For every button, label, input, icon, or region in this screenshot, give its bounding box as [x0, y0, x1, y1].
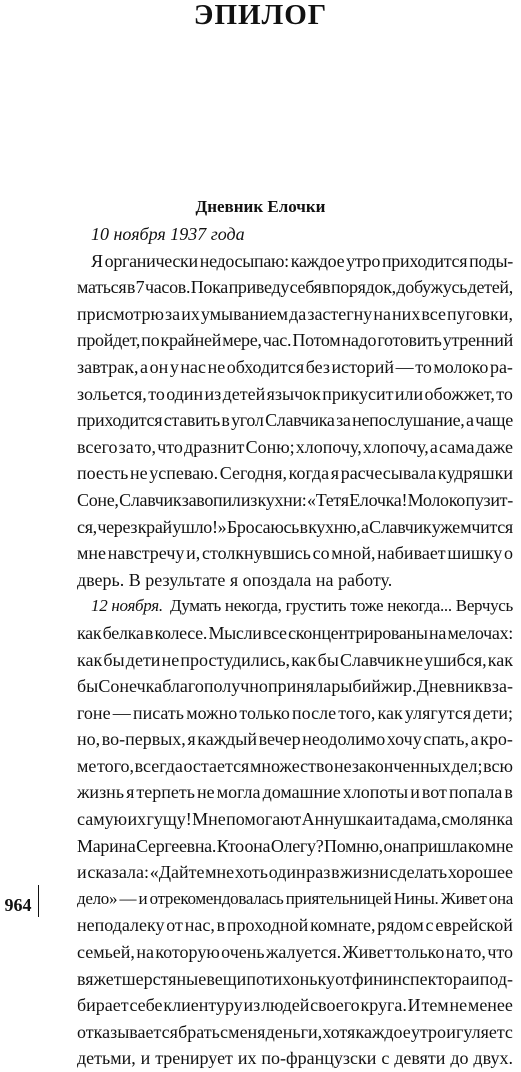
text-line: самую их гущу! Мне помогают Аннушка и та дама, смолянка: [77, 809, 513, 830]
text-line: приходится ставить в угол Славчика за непослушание, а чаще: [77, 410, 513, 431]
text-line: мне навстречу и, столкнувшись со мной, набивает шишку о: [77, 543, 513, 564]
text-line: Я органически недосыпаю: каждое утро приходится поды-: [91, 250, 513, 271]
page-number-rule: [38, 885, 39, 917]
text-line: всего за то, что дразнит Соню; хлопочу, хлопочу, а сама даже: [77, 436, 513, 457]
text-line: пройдет, по крайней мере, час. Потом надо готовить утренний: [77, 330, 513, 351]
text-line: ся, через край ушло!» Бросаюсь в кухню, а Славчик уже мчится: [77, 516, 513, 537]
text-line: присмотрю за их умыванием да застегну на них все пуговки,: [77, 303, 513, 324]
text-fragment: Думать некогда, грустить тоже некогда... Верчусь: [169, 596, 513, 616]
text-line: семьей, на которую очень жалуется. Живет только на то, что: [77, 942, 513, 963]
text-line: и сказала: «Дайте мне хоть один раз в жизни сделать хорошее: [77, 862, 513, 883]
text-line: бирает себе клиентуру из людей своего круга. И тем не менее: [77, 995, 513, 1016]
text-line: детьми, и тренирует их по-французски с девяти до двух.: [77, 1048, 513, 1069]
chapter-title: ЭПИЛОГ: [193, 0, 328, 31]
entry-date: 10 ноября 1937 года: [91, 224, 245, 244]
text-line: жизнь я терпеть не могла домашние хлопоты и вот попала в: [77, 782, 513, 803]
text-line: вяжет шерстяные вещи потихоньку от фининспектора и под-: [77, 968, 513, 989]
text-line: бы Сонечка благополучно приняла рыбий жир. Дневник в за-: [77, 676, 513, 697]
text-line: завтрак, а он у нас не обходится без историй — то молоко ра-: [77, 356, 513, 377]
text-line: дело» — и отрекомендовалась приятельницей Нины. Живет она: [77, 888, 513, 908]
entry-date: 12 ноября.: [91, 596, 163, 616]
entry-first-line: [77, 593, 513, 620]
text-line: отказывается брать с меня деньги, хотя каждое утро и гуляет с: [77, 1021, 513, 1042]
text-line: поесть не успеваю. Сегодня, когда я расчесывала кудряшки: [77, 463, 513, 484]
text-line: зольется, то один из детей язычок прикусит или обожжет, то: [77, 383, 513, 404]
diary-text: [77, 221, 513, 1072]
text-line: маться в 7 часов. Пока приведу себя в порядок, добужусь детей,: [77, 277, 513, 298]
text-line: дверь. В результате я опоздала на работу.: [77, 569, 393, 590]
text-line: Марина Сергеевна. Кто она Олегу? Помню, она пришла ко мне: [77, 835, 513, 856]
text-line: ме того, всегда остается множество незаконченных дел; всю: [77, 755, 513, 776]
entry-date-line: [77, 221, 513, 248]
text-line: гоне — писать можно только после того, как улягутся дети;: [77, 702, 513, 723]
page-number: 964: [4, 895, 32, 915]
section-heading: Дневник Елочки: [195, 197, 326, 216]
text-line: Соне, Славчик завопил из кухни: «Тетя Елочка! Молоко пузит-: [77, 489, 513, 510]
text-line: как бы дети не простудились, как бы Славчик не ушибся, как: [77, 649, 513, 670]
text-line: но, во-первых, я каждый вечер неодолимо хочу спать, а кро-: [77, 729, 513, 750]
text-line: как белка в колесе. Мысли все сконцентрированы на мелочах:: [77, 622, 513, 643]
text-line: неподалеку от нас, в проходной комнате, рядом с еврейской: [77, 915, 513, 936]
